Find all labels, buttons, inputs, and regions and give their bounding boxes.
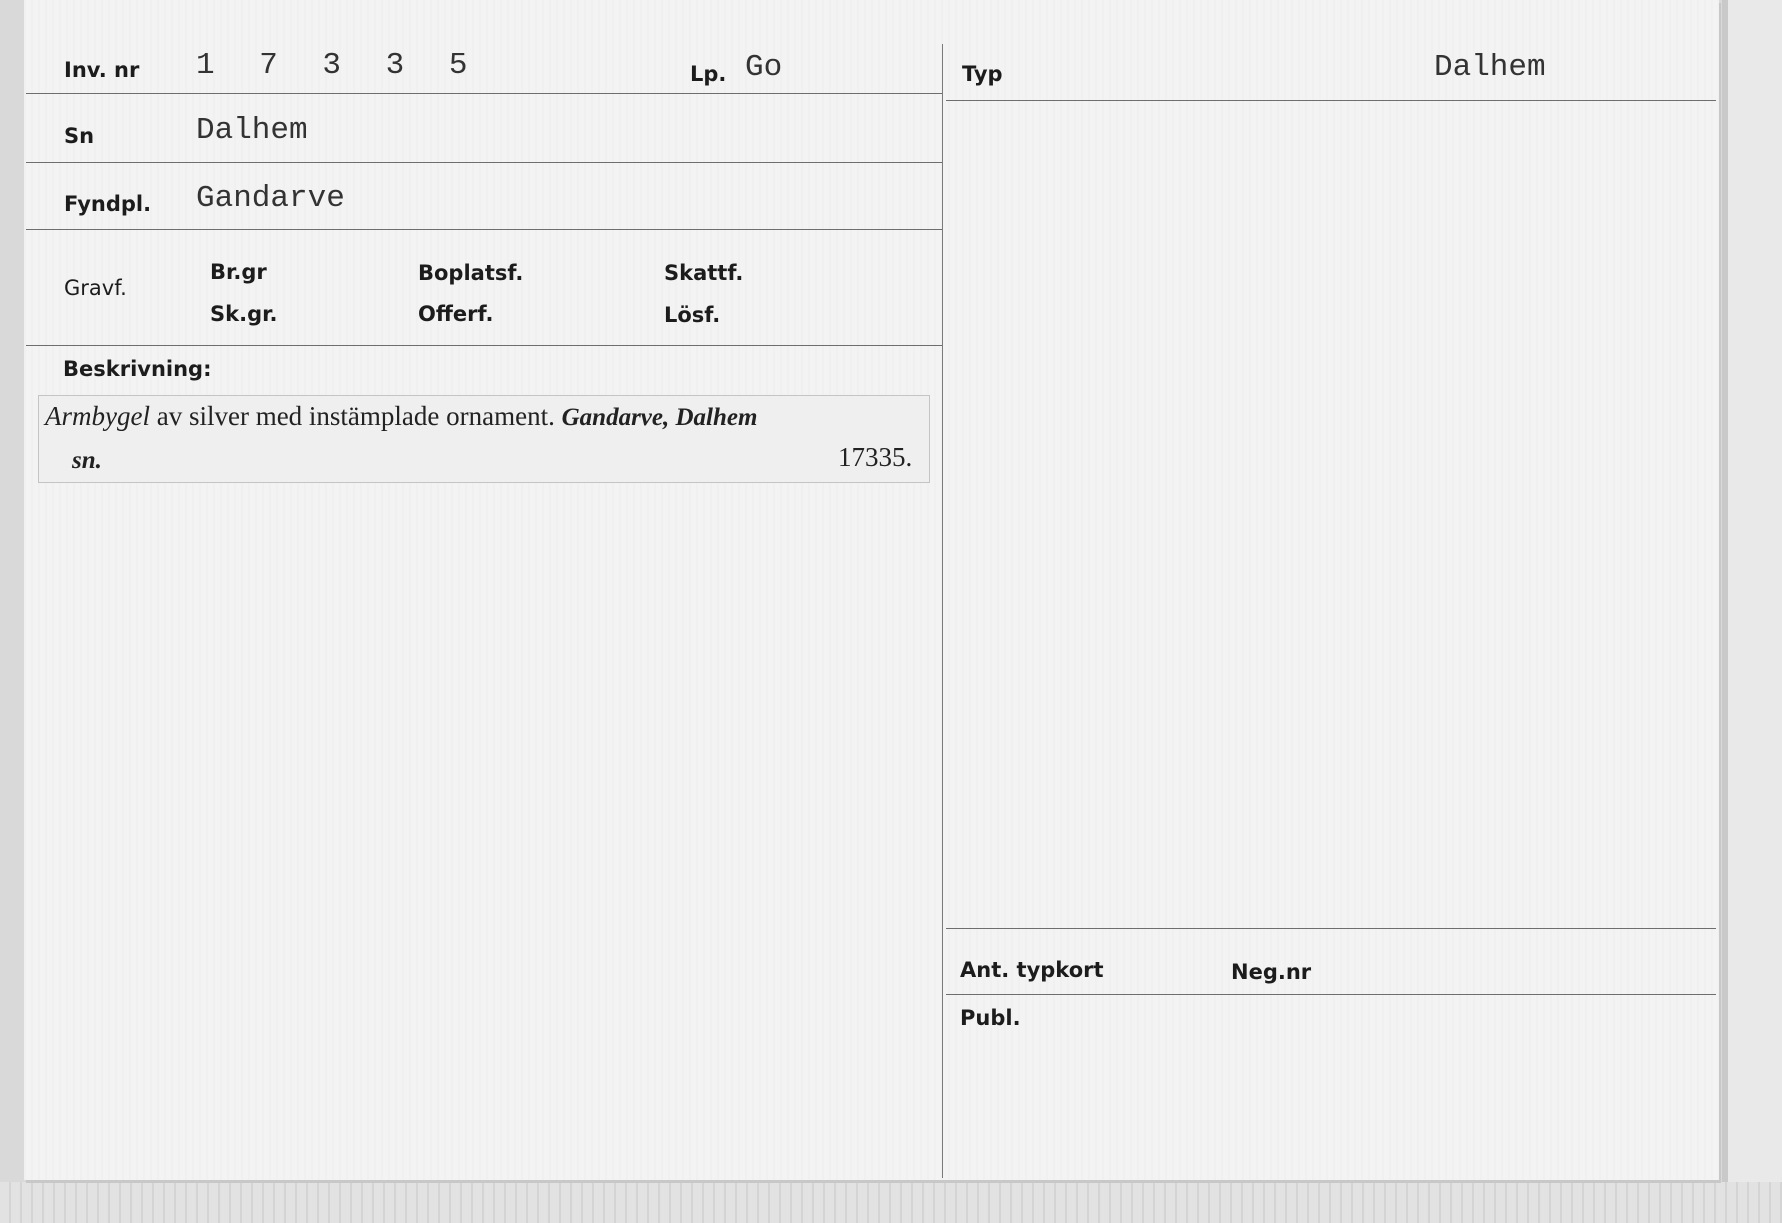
negnr-label: Neg.nr (1231, 960, 1312, 984)
card-edge (1722, 0, 1782, 1223)
description-line-2 (72, 444, 102, 475)
catalog-card (24, 0, 1719, 1180)
description-text: av silver med instämplade ornament. (156, 401, 555, 431)
gravf-label: Gravf. (64, 276, 127, 300)
row-divider (26, 229, 942, 230)
typ-value: Dalhem (1434, 50, 1546, 85)
lp-value: Go (745, 50, 783, 85)
inv-nr-label: Inv. nr (64, 58, 140, 82)
losf-label: Lösf. (664, 303, 721, 327)
brgr-label: Br.gr (210, 260, 267, 284)
scan-background (0, 1182, 1782, 1223)
skattf-label: Skattf. (664, 261, 744, 285)
fyndpl-label: Fyndpl. (64, 192, 152, 216)
description-number: 17335. (838, 442, 913, 472)
sn-label: Sn (64, 124, 95, 148)
row-divider (26, 162, 942, 163)
offerf-label: Offerf. (418, 302, 494, 326)
row-divider (946, 994, 1716, 995)
row-divider (946, 928, 1716, 929)
publ-label: Publ. (960, 1006, 1021, 1030)
fyndpl-value: Gandarve (196, 181, 345, 216)
description-line-1 (45, 401, 757, 432)
skgr-label: Sk.gr. (210, 302, 278, 326)
sn-value: Dalhem (196, 113, 308, 148)
boplatsf-label: Boplatsf. (418, 261, 524, 285)
description-parish: sn. (72, 447, 102, 474)
description-object: Armbygel (45, 401, 150, 431)
beskrivning-label: Beskrivning: (63, 357, 212, 381)
description-place: Gandarve, Dalhem (561, 404, 758, 431)
typ-label: Typ (962, 62, 1003, 86)
inv-nr-value: 1 7 3 3 5 (196, 48, 481, 83)
lp-label: Lp. (690, 62, 727, 86)
row-divider (946, 100, 1716, 101)
ant-typkort-label: Ant. typkort (960, 958, 1104, 982)
column-divider (942, 44, 943, 1178)
row-divider (26, 93, 942, 94)
row-divider (26, 345, 942, 346)
